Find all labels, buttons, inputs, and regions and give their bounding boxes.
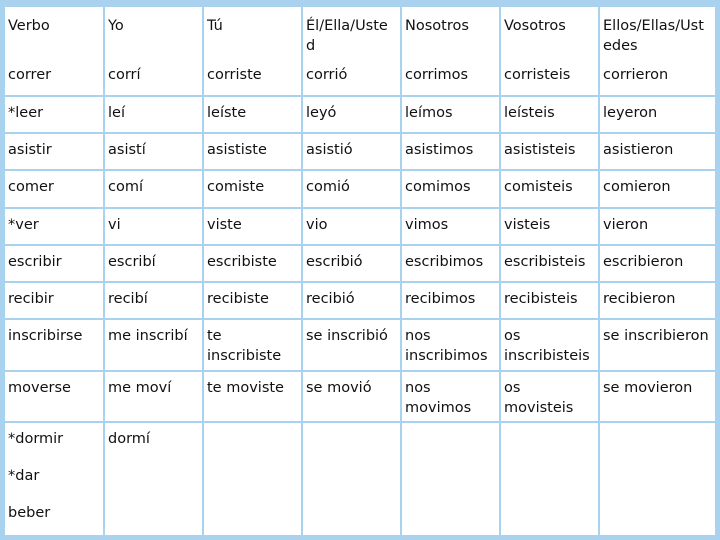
table-cell: asististe: [204, 134, 303, 171]
table-cell: recibisteis: [501, 283, 600, 320]
empty-cell: [303, 423, 402, 535]
table-cell: nos inscribimos: [402, 320, 501, 371]
table-cell: escribiste: [204, 246, 303, 283]
table-cell: se inscribió: [303, 320, 402, 371]
table-cell: se movió: [303, 372, 402, 423]
header-row: [5, 7, 715, 59]
table-cell: comieron: [600, 171, 715, 209]
table-cell: *ver: [5, 209, 105, 246]
table-row: [5, 134, 715, 171]
table-cell: recibir: [5, 283, 105, 320]
table-cell: te inscribiste: [204, 320, 303, 371]
table-cell: recibimos: [402, 283, 501, 320]
table-row: [5, 59, 715, 97]
table-cell: leímos: [402, 97, 501, 134]
table-cell: comí: [105, 171, 204, 209]
table-cell: vimos: [402, 209, 501, 246]
table-row: [5, 372, 715, 423]
final-block-verb: *dar: [8, 467, 40, 484]
header-yo: Yo: [105, 7, 204, 59]
table-cell: correr: [5, 59, 105, 97]
table-cell: corristeis: [501, 59, 600, 97]
table-row: [5, 320, 715, 371]
table-cell: comiste: [204, 171, 303, 209]
table-cell: escribir: [5, 246, 105, 283]
table-cell: escribió: [303, 246, 402, 283]
table-cell: visteis: [501, 209, 600, 246]
empty-cell: [600, 423, 715, 535]
table-cell: corrimos: [402, 59, 501, 97]
table-cell: os inscribisteis: [501, 320, 600, 371]
table-cell: vio: [303, 209, 402, 246]
empty-cell: [501, 423, 600, 535]
table-body: [5, 59, 715, 535]
table-cell: corrí: [105, 59, 204, 97]
header-el-ella-usted: Él/Ella/Usted: [303, 7, 402, 59]
table-cell: *leer: [5, 97, 105, 134]
table-cell: comimos: [402, 171, 501, 209]
empty-cell: [204, 423, 303, 535]
table-cell: asistió: [303, 134, 402, 171]
table-cell: comisteis: [501, 171, 600, 209]
header-verbo: Verbo: [5, 7, 105, 59]
table-row: [5, 97, 715, 134]
table-cell: asistir: [5, 134, 105, 171]
table-cell: se movieron: [600, 372, 715, 423]
table-cell: se inscribieron: [600, 320, 715, 371]
table-cell: corriste: [204, 59, 303, 97]
table-cell: asististeis: [501, 134, 600, 171]
table-cell: vi: [105, 209, 204, 246]
final-block-verb: beber: [8, 504, 51, 521]
preterite-conjugation-table: [5, 7, 715, 535]
table-cell: asistimos: [402, 134, 501, 171]
table-row: [5, 246, 715, 283]
table-cell: corrieron: [600, 59, 715, 97]
table-cell: leí: [105, 97, 204, 134]
table-cell: asistieron: [600, 134, 715, 171]
table-cell: viste: [204, 209, 303, 246]
table-cell: escribisteis: [501, 246, 600, 283]
table-cell: me moví: [105, 372, 204, 423]
table-cell: leísteis: [501, 97, 600, 134]
header-nosotros: Nosotros: [402, 7, 501, 59]
final-block-verb-cell: [5, 423, 105, 535]
table-cell: comió: [303, 171, 402, 209]
table-cell: escribí: [105, 246, 204, 283]
table-cell: corrió: [303, 59, 402, 97]
table-row: [5, 171, 715, 209]
table-cell: asistí: [105, 134, 204, 171]
table-cell: vieron: [600, 209, 715, 246]
header-vosotros: Vosotros: [501, 7, 600, 59]
final-block-yo-cell: dormí: [105, 423, 204, 535]
table-row: [5, 283, 715, 320]
header-tu: Tú: [204, 7, 303, 59]
table-cell: comer: [5, 171, 105, 209]
table-cell: nos movimos: [402, 372, 501, 423]
final-block-verb: *dormir: [8, 430, 64, 447]
table-row: [5, 209, 715, 246]
table-cell: recibiste: [204, 283, 303, 320]
table-cell: recibí: [105, 283, 204, 320]
table-cell: escribimos: [402, 246, 501, 283]
table-cell: moverse: [5, 372, 105, 423]
header-ellos-ellas-ustedes: Ellos/Ellas/Ustedes: [603, 18, 704, 54]
table-cell: leyeron: [600, 97, 715, 134]
table-cell: inscribirse: [5, 320, 105, 371]
empty-cell: [402, 423, 501, 535]
table-cell: recibió: [303, 283, 402, 320]
table-row-final-block: [5, 423, 715, 535]
table-cell: recibieron: [600, 283, 715, 320]
table-cell: os movisteis: [501, 372, 600, 423]
table-cell: leyó: [303, 97, 402, 134]
table-cell: leíste: [204, 97, 303, 134]
table-cell: me inscribí: [105, 320, 204, 371]
table-cell: escribieron: [600, 246, 715, 283]
table-cell: te moviste: [204, 372, 303, 423]
